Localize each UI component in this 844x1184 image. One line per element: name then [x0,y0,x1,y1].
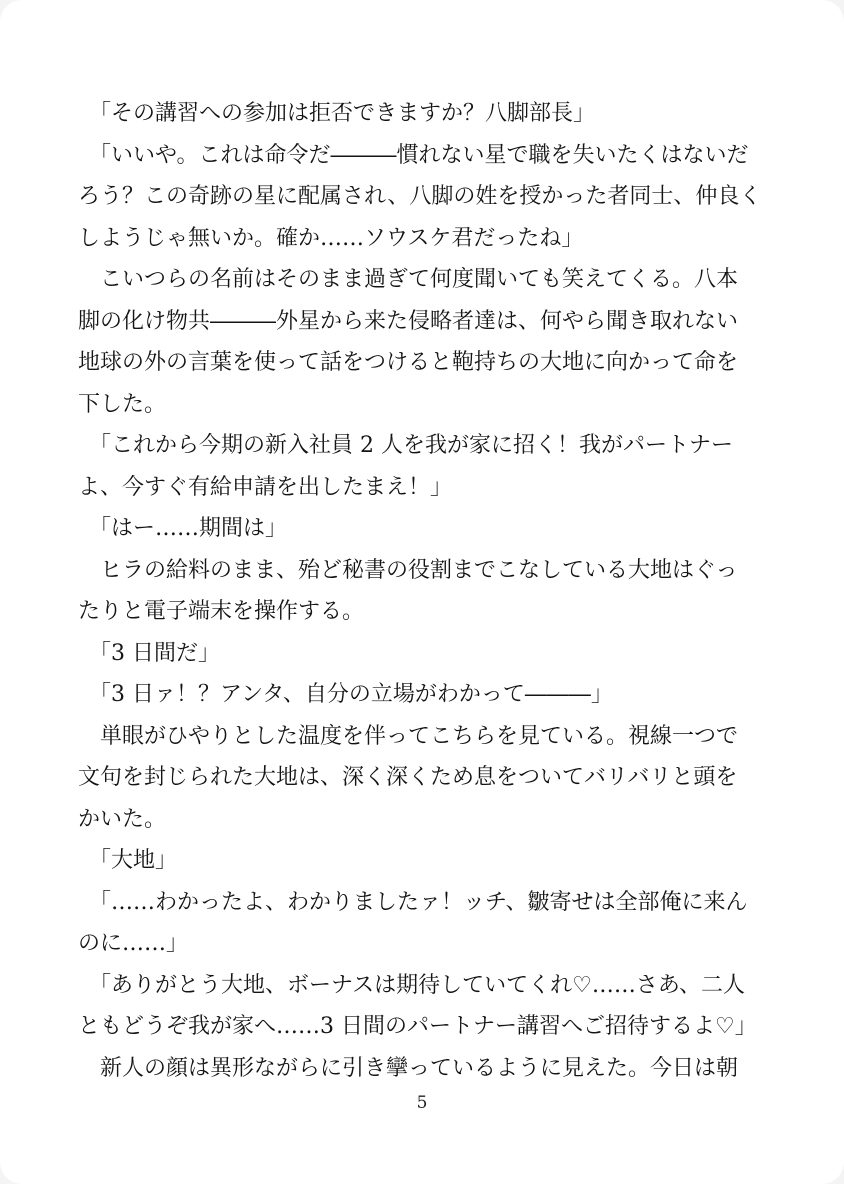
text-line: 「はー……期間は」 [78,516,288,541]
text-line: 「3 日間だ」 [78,640,220,666]
text-line: しようじゃ無いか。確か……ソウスケ君だったね」 [78,225,584,251]
text-line: 単眼がひやりとした温度を伴ってこちらを見ている。視線一つで [78,723,739,749]
text-line: 文句を封じられた大地は、深く深くため息をついてバリバリと頭を [78,765,738,790]
text-line: かいた。 [78,806,167,832]
text-line: 「ありがとう大地、ボーナスは期待していてくれ♡……さあ、二人 [78,972,745,998]
text-line: 新人の顔は異形ながらに引き攣っているように見えた。今日は朝 [78,1055,739,1081]
text-line: 「大地」 [78,848,178,873]
text-line: 「これから今期の新入社員 2 人を我が家に招く！我がパートナー [78,433,733,458]
text-line: ろう？この奇跡の星に配属され、八脚の姓を授かった者同士、仲良く [78,184,762,209]
text-line: 「3 日ァ！？アンタ、自分の立場がわかって―――」 [78,682,613,707]
text-line: のに……」 [78,931,189,956]
page-number: 5 [416,1093,428,1113]
text-line: よ、今すぐ有給申請を出したまえ！」 [78,474,453,500]
text-line: こいつらの名前はそのまま過ぎて何度聞いても笑えてくる。八本 [78,267,739,292]
body-text [78,93,768,1089]
text-line: 「その講習への参加は拒否できますか？八脚部長」 [78,101,596,126]
text-line: ヒラの給料のまま、殆ど秘書の役割までこなしている大地はぐっ [78,557,738,583]
text-line: 「いいや。これは命令だ―――慣れない星で職を失いたくはないだ [78,142,749,168]
text-line: 脚の化け物共―――外星から来た侵略者達は、何やら聞き取れない [78,308,739,334]
text-line: たりと電子端末を操作する。 [78,599,365,624]
text-line: 地球の外の言葉を使って話をつけると鞄持ちの大地に向かって命を [78,350,739,375]
text-line: 「……わかったよ、わかりましたァ！ッチ、皺寄せは全部俺に来ん [78,889,748,915]
text-line: ともどうぞ我が家へ……3 日間のパートナー講習へご招待するよ♡」 [78,1014,757,1039]
text-line: 下した。 [78,391,167,417]
